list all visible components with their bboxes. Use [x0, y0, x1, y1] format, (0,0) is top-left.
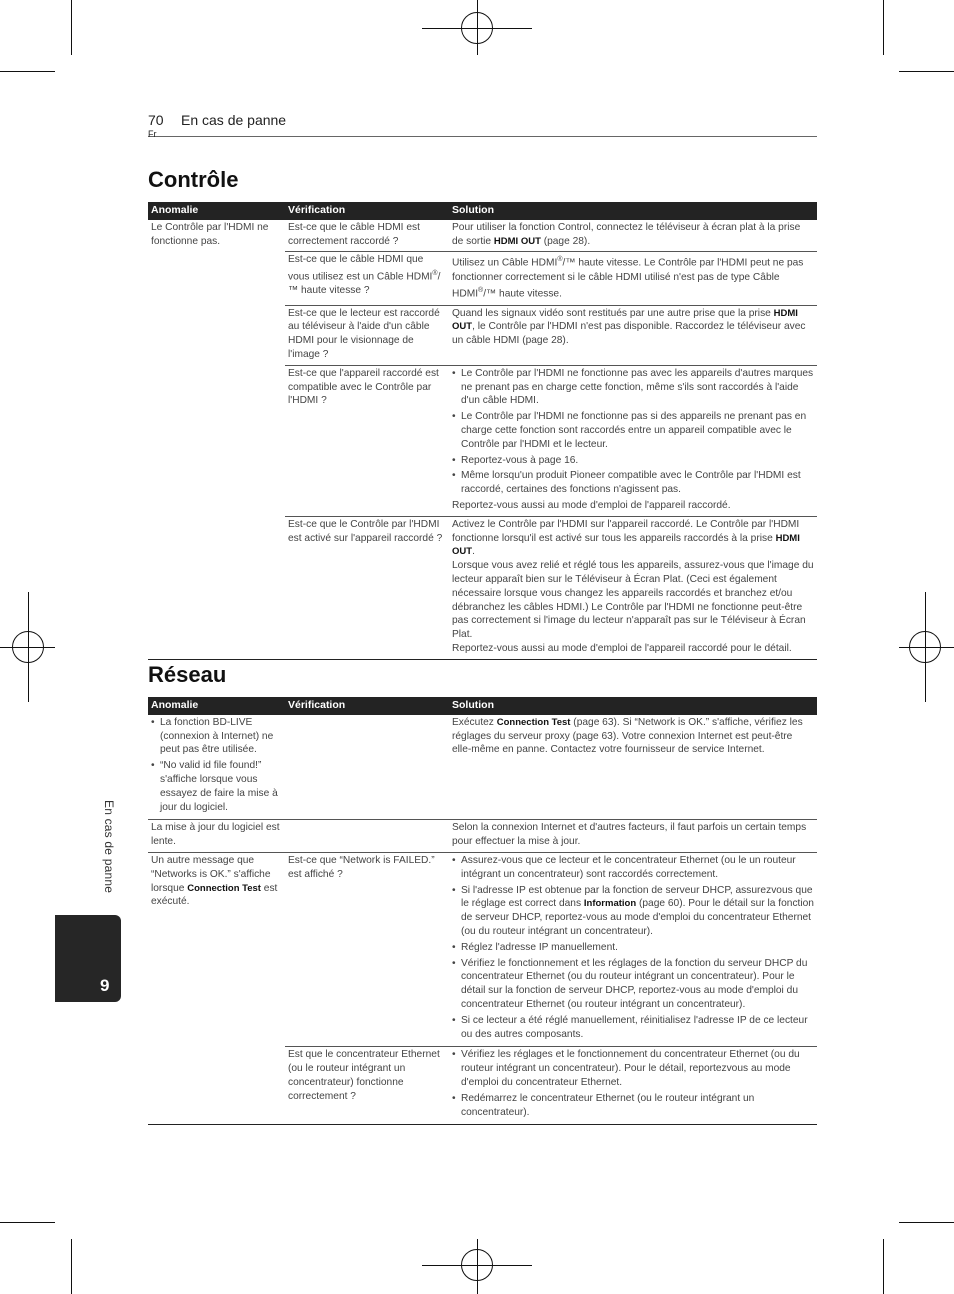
list-item: • Même lorsqu'un produit Pioneer compatible avec le Contrôle par l'HDMI est raccordé, certaines des fonctions n'agissent pas.: [452, 469, 814, 497]
anomaly-bullet-list: [151, 716, 282, 815]
list-item: • Redémarrez le concentrateur Ethernet (ou le routeur intégrant un concentrateur).: [452, 1092, 814, 1120]
section-heading-controle: Contrôle: [148, 167, 239, 192]
solution-cell: Activez le Contrôle par l'HDMI sur l'appareil raccordé. Le Contrôle par l'HDMI fonctionne lorsqu'il est activé sur tous les appareils raccordés à la prise HDMI OUT. Lorsque vous avez relié et réglé tous les appareils, assurez-vous que l'image du lecteur apparaît bien sur le Téléviseur à Écran Plat. (Ceci est également nécessaire lorsque vous changez les appareils raccordés et branchez et/ou débranchez les câbles HDMI.) Le Contrôle par l'HDMI ne fonctionne peut-être pas correctement si l'image du lecteur n'apparaît pas sur le Téléviseur à Écran Plat. Reportez-vous aussi au mode d'emploi de l'appareil raccordé pour le détail.: [449, 516, 817, 659]
hdmi-out-label: HDMI OUT: [493, 235, 541, 247]
list-item: • Reportez-vous à page 16.: [452, 454, 814, 468]
column-header: Vérification: [285, 202, 449, 220]
section-heading-reseau: Réseau: [148, 662, 227, 687]
solution-cell: Exécutez Connection Test (page 63). Si “Network is OK.” s'affiche, vérifiez les réglages du serveur proxy (page 63). Votre connexion Internet est peut-être elle-même en panne. Contactez votre fournisseur de service Internet.: [449, 715, 817, 820]
controle-table: [148, 202, 817, 660]
anomaly-cell: Le Contrôle par l'HDMI ne fonctionne pas.: [148, 220, 285, 659]
hdmi-out-label: HDMI OUT: [452, 532, 800, 558]
check-cell: Est-ce que le câble HDMI est correctement raccordé ?: [285, 220, 449, 252]
solution-note: Reportez-vous aussi au mode d'emploi de l'appareil raccordé.: [452, 499, 731, 511]
solution-bullet-list: [452, 367, 814, 497]
page-section-title: En cas de panne: [181, 112, 287, 128]
list-item: • Réglez l'adresse IP manuellement.: [452, 941, 814, 955]
column-header: Vérification: [285, 697, 449, 715]
chapter-number: 9: [100, 976, 110, 995]
check-cell: Est-ce que “Network is FAILED.” est affiché ?: [285, 852, 449, 1046]
list-item: • Le Contrôle par l'HDMI ne fonctionne pas si des appareils ne prenant pas en charge cette fonction sont raccordés entre un appareil compatible avec le Contrôle par l'HDMI et le lecteur.: [452, 410, 814, 451]
solution-cell: Pour utiliser la fonction Control, connectez le téléviseur à écran plat à la prise de sortie HDMI OUT (page 28).: [449, 220, 817, 252]
list-item: • Si ce lecteur a été réglé manuellement, réinitialisez l'adresse IP de ce lecteur ou des autres composants.: [452, 1014, 814, 1042]
check-cell: Est-ce que l'appareil raccordé est compatible avec le Contrôle par l'HDMI ?: [285, 365, 449, 516]
check-cell: [285, 715, 449, 820]
information-label: Information: [583, 898, 637, 910]
check-cell: Est-ce que le lecteur est raccordé au téléviseur à l'aide d'un câble HDMI pour le visionnage de l'image ?: [285, 305, 449, 365]
column-header: Solution: [449, 697, 817, 715]
page-header: [148, 112, 817, 137]
column-header: Solution: [449, 202, 817, 220]
list-item: • Le Contrôle par l'HDMI ne fonctionne pas avec les appareils d'autres marques ne prenant pas en charge cette fonction, même s'ils sont raccordés à l'aide d'un câble HDMI.: [452, 367, 814, 408]
hdmi-out-label: HDMI OUT: [452, 307, 798, 333]
anomaly-cell: La mise à jour du logiciel est lente.: [148, 820, 285, 853]
list-item: • Vérifiez le fonctionnement et les réglages de la fonction du serveur DHCP du concentrateur Ethernet (ou du routeur intégrant un concentrateur). Pour le détail sur la fonction de serveur DHCP, reportez-vous au mode d'emploi du concentrateur Ethernet (ou routeur intégrant un concentrateur).: [452, 957, 814, 1012]
check-cell: Est que le concentrateur Ethernet (ou le routeur intégrant un concentrateur) fonctionne correctement ?: [285, 1047, 449, 1125]
list-item: • La fonction BD-LIVE (connexion à Internet) ne peut pas être utilisée.: [151, 716, 282, 757]
solution-cell: Utilisez un Câble HDMI®/™ haute vitesse. Le Contrôle par l'HDMI peut ne pas fonctionner correctement si le câble HDMI utilisé n'est pas de type Câble HDMI®/™ haute vitesse.: [449, 252, 817, 305]
list-item: • Assurez-vous que ce lecteur et le concentrateur Ethernet (ou le un routeur intégrant un concentrateur) sont raccordés correctement.: [452, 854, 814, 882]
anomaly-cell: Un autre message que “Networks is OK.” s'affiche lorsque Connection Test est exécuté.: [148, 852, 285, 1124]
solution-bullet-list: [452, 1048, 814, 1119]
check-cell: Est-ce que le Contrôle par l'HDMI est activé sur l'appareil raccordé ?: [285, 516, 449, 659]
list-item: • Si l'adresse IP est obtenue par la fonction de serveur DHCP, assurezvous que le réglage est correct dans Information (page 60). Pour le détail sur la fonction de serveur DHCP, reportez-vous au mode d'emploi du concentrateur Ethernet (ou du routeur intégrant un concentrateur).: [452, 884, 814, 939]
check-cell: Est-ce que le câble HDMI que vous utilisez est un Câble HDMI®/™ haute vitesse ?: [285, 252, 449, 305]
solution-bullet-list: [452, 854, 814, 1041]
page-language: Fr: [148, 129, 157, 139]
anomaly-cell: [148, 715, 285, 820]
solution-cell: [449, 365, 817, 516]
page-number: 70: [148, 112, 164, 128]
solution-cell: Selon la connexion Internet et d'autres facteurs, il faut parfois un certain temps pour effectuer la mise à jour.: [449, 820, 817, 853]
list-item: • “No valid id file found!” s'affiche lorsque vous essayez de faire la mise à jour du logiciel.: [151, 759, 282, 814]
chapter-tab: [55, 915, 121, 1002]
column-header: Anomalie: [148, 697, 285, 715]
check-cell: [285, 820, 449, 853]
solution-cell: Quand les signaux vidéo sont restitués par une autre prise que la prise HDMI OUT, le Contrôle par l'HDMI n'est pas disponible. Raccordez le téléviseur avec un câble HDMI (page 28).: [449, 305, 817, 365]
reseau-table: [148, 697, 817, 1125]
side-chapter-label: En cas de panne: [102, 800, 116, 894]
column-header: Anomalie: [148, 202, 285, 220]
solution-cell: [449, 852, 817, 1046]
connection-test-label: Connection Test: [187, 882, 261, 894]
list-item: • Vérifiez les réglages et le fonctionnement du concentrateur Ethernet (ou du routeur intégrant un concentrateur). Pour le détail, reportezvous au mode d'emploi du concentrateur Ethernet.: [452, 1048, 814, 1089]
connection-test-label: Connection Test: [496, 716, 571, 728]
solution-cell: [449, 1047, 817, 1125]
